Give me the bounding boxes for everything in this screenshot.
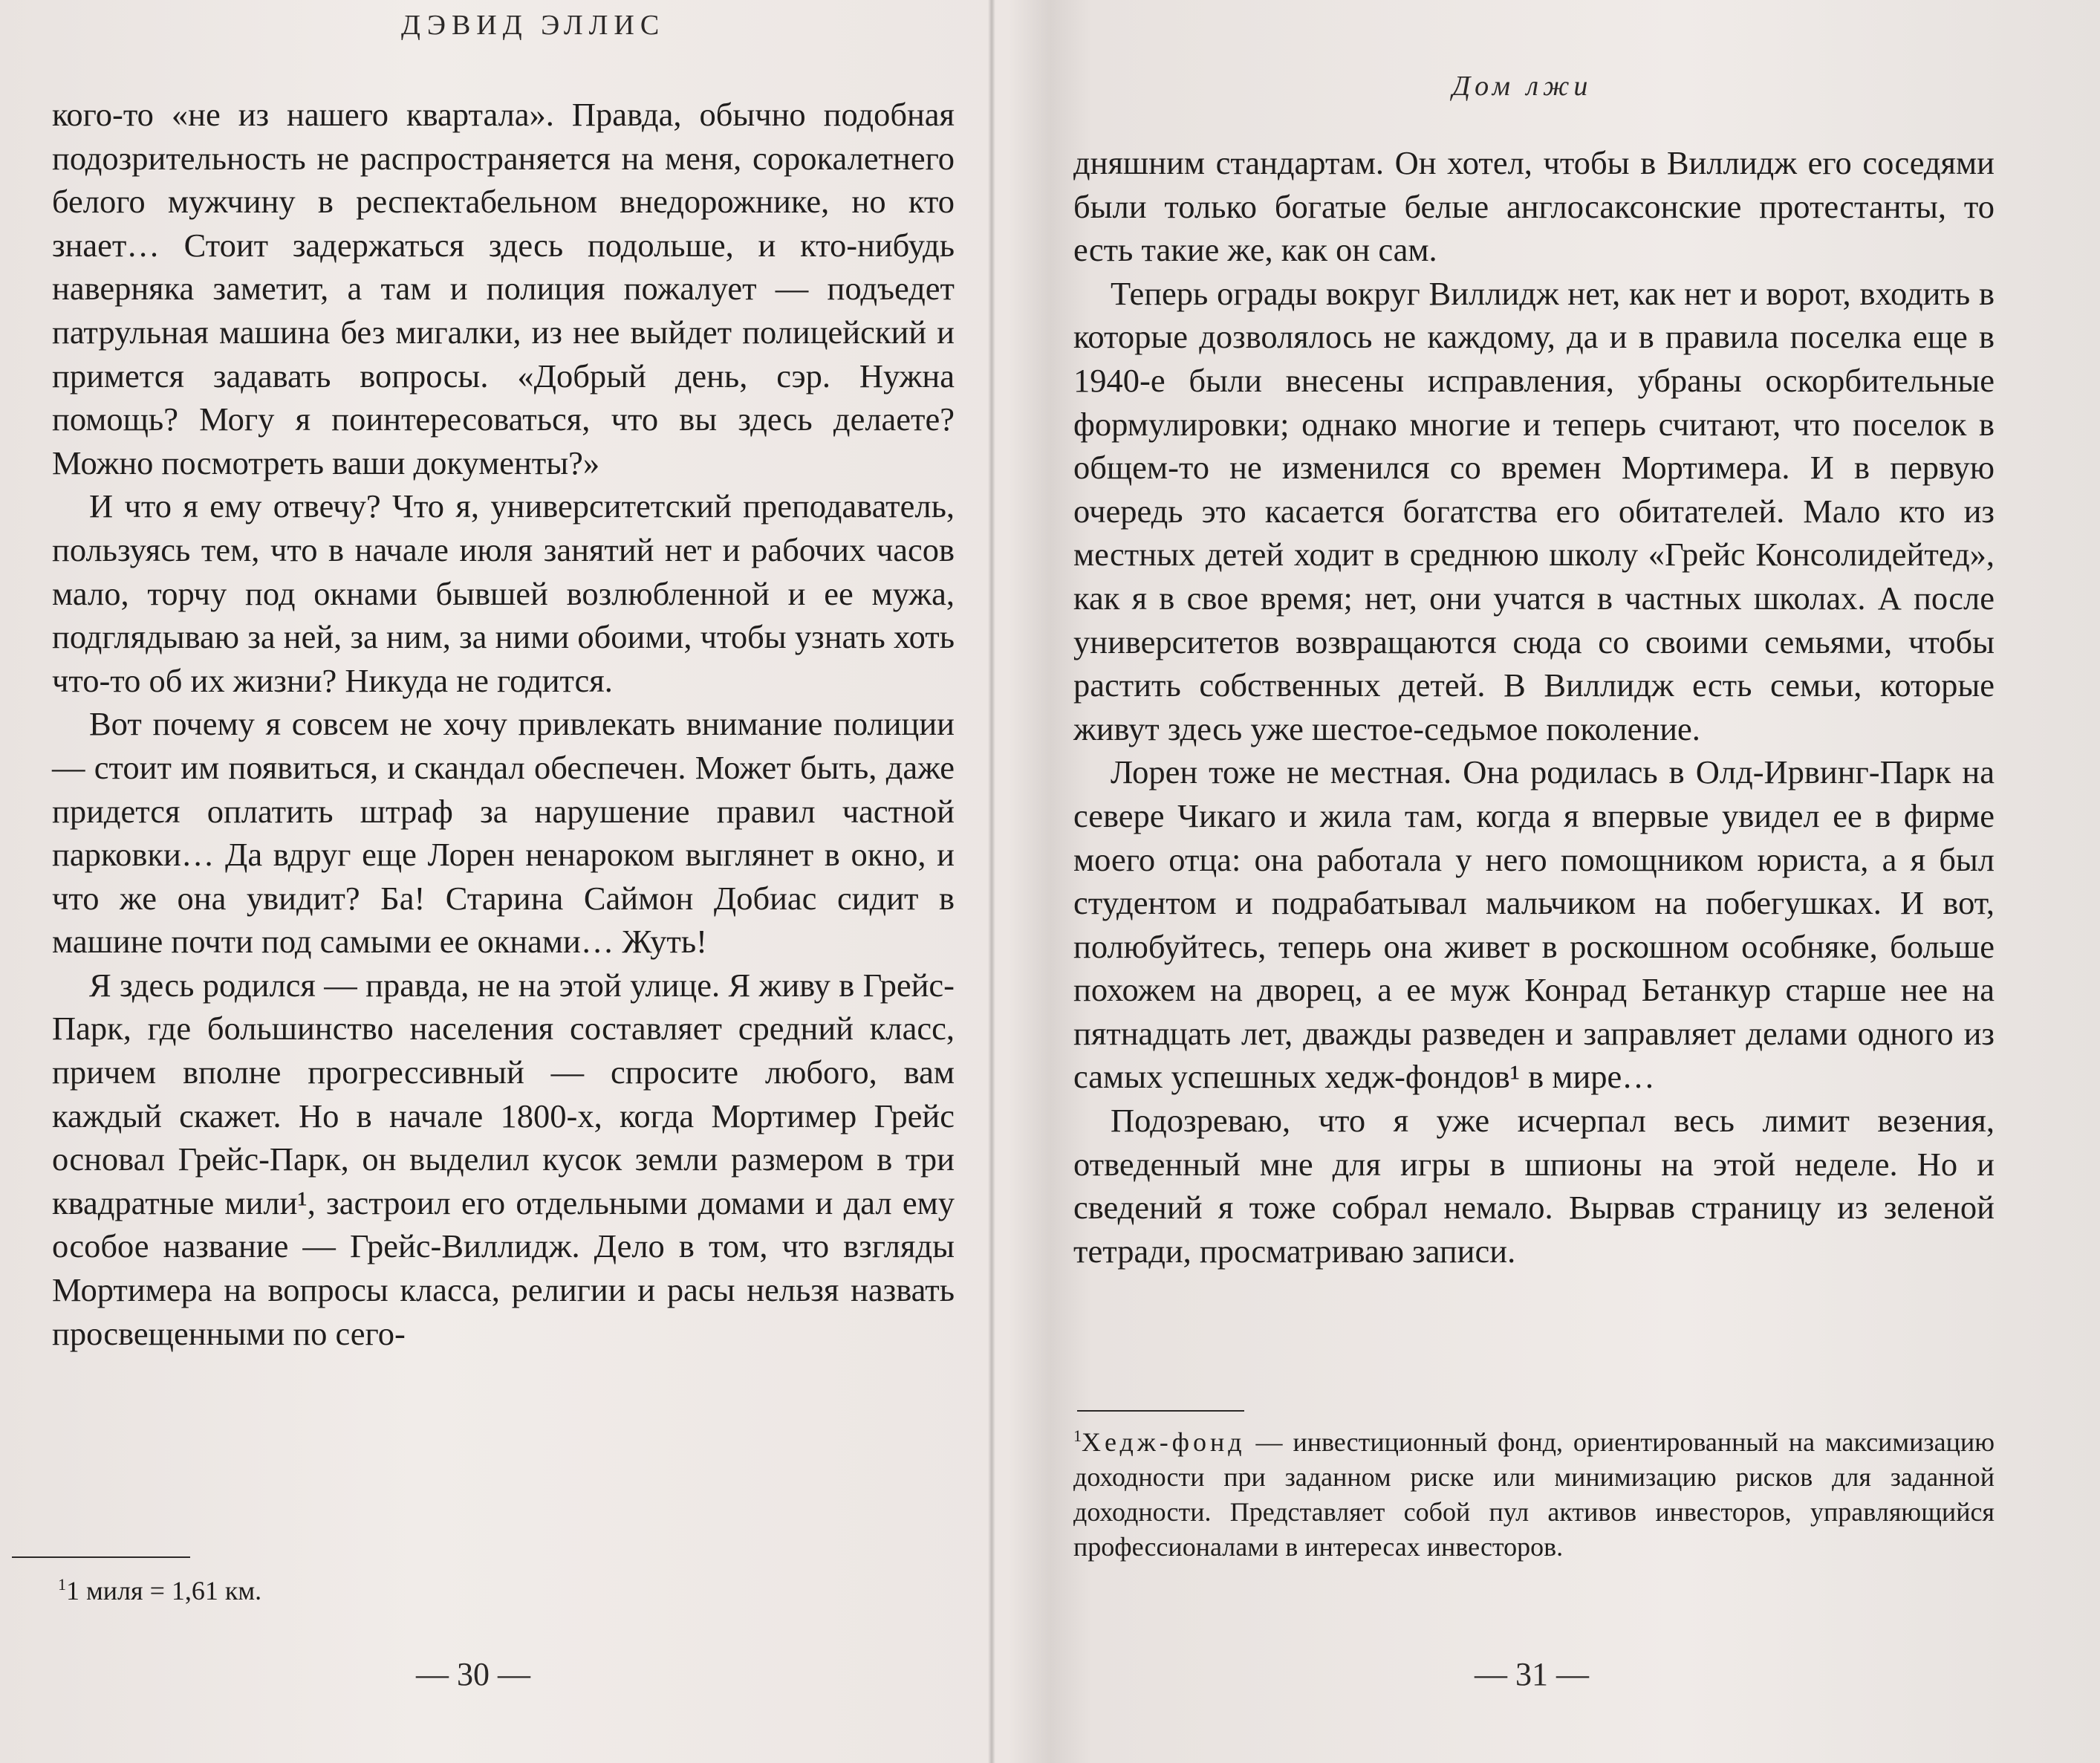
right-page-body [1073,141,1995,1273]
footnote-text: — инвестиционный фонд, ориентированный на максимизацию доходности при заданном риске или минимизацию рисков для заданной доходности. Представляет собой пул активов инвесторов, управляющийся профессионалами в интересах инвесторов. [1073,1427,1995,1562]
left-page [0,0,988,1763]
footnote [58,1574,875,1608]
page-number: — 31 — [1475,1656,1589,1692]
footnote [1073,1425,1995,1565]
footnote-marker: 1 [58,1575,66,1594]
page-number: — 30 — [416,1656,530,1692]
paragraph: Подозреваю, что я уже исчерпал весь лимит везения, отведенный мне для игры в шпионы на этой неделе. Но и сведений я тоже собрал немало. Вырвав страницу из зеленой тетради, просматриваю записи. [1073,1102,1995,1270]
footnote-marker: 1 [1073,1426,1082,1445]
footnote-rule [1077,1410,1244,1412]
paragraph: И что я ему отвечу? Что я, университетский преподаватель, пользуясь тем, что в начале июля занятий нет и рабочих часов мало, торчу под окнами бывшей возлюбленной и ее мужа, подглядываю за ней, за ним, за ними обоими, чтобы узнать хоть что-то об их жизни? Никуда не годится. [52,487,955,699]
paragraph: Лорен тоже не местная. Она родилась в Олд-Ирвинг-Парк на севере Чикаго и жила там, когда я впервые увидел ее в фирме моего отца: она работала у него помощником юриста, а я был студентом и подрабатывал мальчиком на побегушках. И вот, полюбуйтесь, теперь она живет в роскошном особняке, больше похожем на дворец, а ее муж Конрад Бетанкур старше нее на пятнадцать лет, дважды разведен и заправляет делами одного из самых успешных хедж-фондов¹ в мире… [1073,753,1995,1096]
paragraph: дняшним стандартам. Он хотел, чтобы в Виллидж его соседями были только богатые белые англосаксонские протестанты, то есть такие же, как он сам. [1073,144,1995,269]
running-head-title: Дом лжи [1452,71,1593,102]
paragraph: Теперь ограды вокруг Виллидж нет, как нет и ворот, входить в которые дозволялось не каждому, да и в правила поселка еще в 1940-е были внесены исправления, убраны оскорбительные формулировки; однако многие и теперь считают, что поселок в общем-то не изменился со времен Мортимера. И в первую очередь это касается богатства его обитателей. Мало кто из местных детей ходит в среднюю школу «Грейс Консолидейтед», как я в свое время; нет, они учатся в частных школах. А после университетов возвращаются сюда со своими семьями, чтобы растить собственных детей. В Виллидж есть семьи, которые живут здесь уже шестое-седьмое поколение. [1073,274,1995,747]
running-head-author: ДЭВИД ЭЛЛИС [401,10,666,41]
paragraph: Я здесь родился — правда, не на этой улице. Я живу в Грейс-Парк, где большинство населения составляет средний класс, причем вполне прогрессивный — спросите любого, вам каждый скажет. Но в начале 1800-х, когда Мортимер Грейс основал Грейс-Парк, он выделил кусок земли размером в три квадратные мили¹, застроил его отдельными домами и дал ему особое название — Грейс-Виллидж. Дело в том, что взгляды Мортимера на вопросы класса, религии и расы нельзя назвать просвещенными по сего- [52,966,955,1352]
footnote-text: 1 миля = 1,61 км. [66,1576,262,1605]
right-page [995,0,2100,1763]
left-page-body [52,93,955,1355]
book-gutter [988,0,995,1763]
paragraph: Вот почему я совсем не хочу привлекать внимание полиции — стоит им появиться, и скандал обеспечен. Может быть, даже придется оплатить штраф за нарушение правил частной парковки… Да вдруг еще Лорен ненароком выглянет в окно, и что же она увидит? Ба! Старина Саймон Добиас сидит в машине почти под самыми ее окнами… Жуть! [52,705,955,961]
footnote-term: Хедж-фонд [1082,1427,1246,1457]
paragraph: кого-то «не из нашего квартала». Правда, обычно подобная подозрительность не распространяется на меня, сорокалетнего белого мужчину в респектабельном внедорожнике, но кто знает… Стоит задержаться здесь подольше, и кто-нибудь наверняка заметит, а там и полиция пожалует — подъедет патрульная машина без мигалки, из нее выйдет полицейский и примется задавать вопросы. «Добрый день, сэр. Нужна помощь? Могу я поинтересоваться, что вы здесь делаете? Можно посмотреть ваши документы?» [52,96,955,481]
footnote-rule [12,1556,190,1558]
